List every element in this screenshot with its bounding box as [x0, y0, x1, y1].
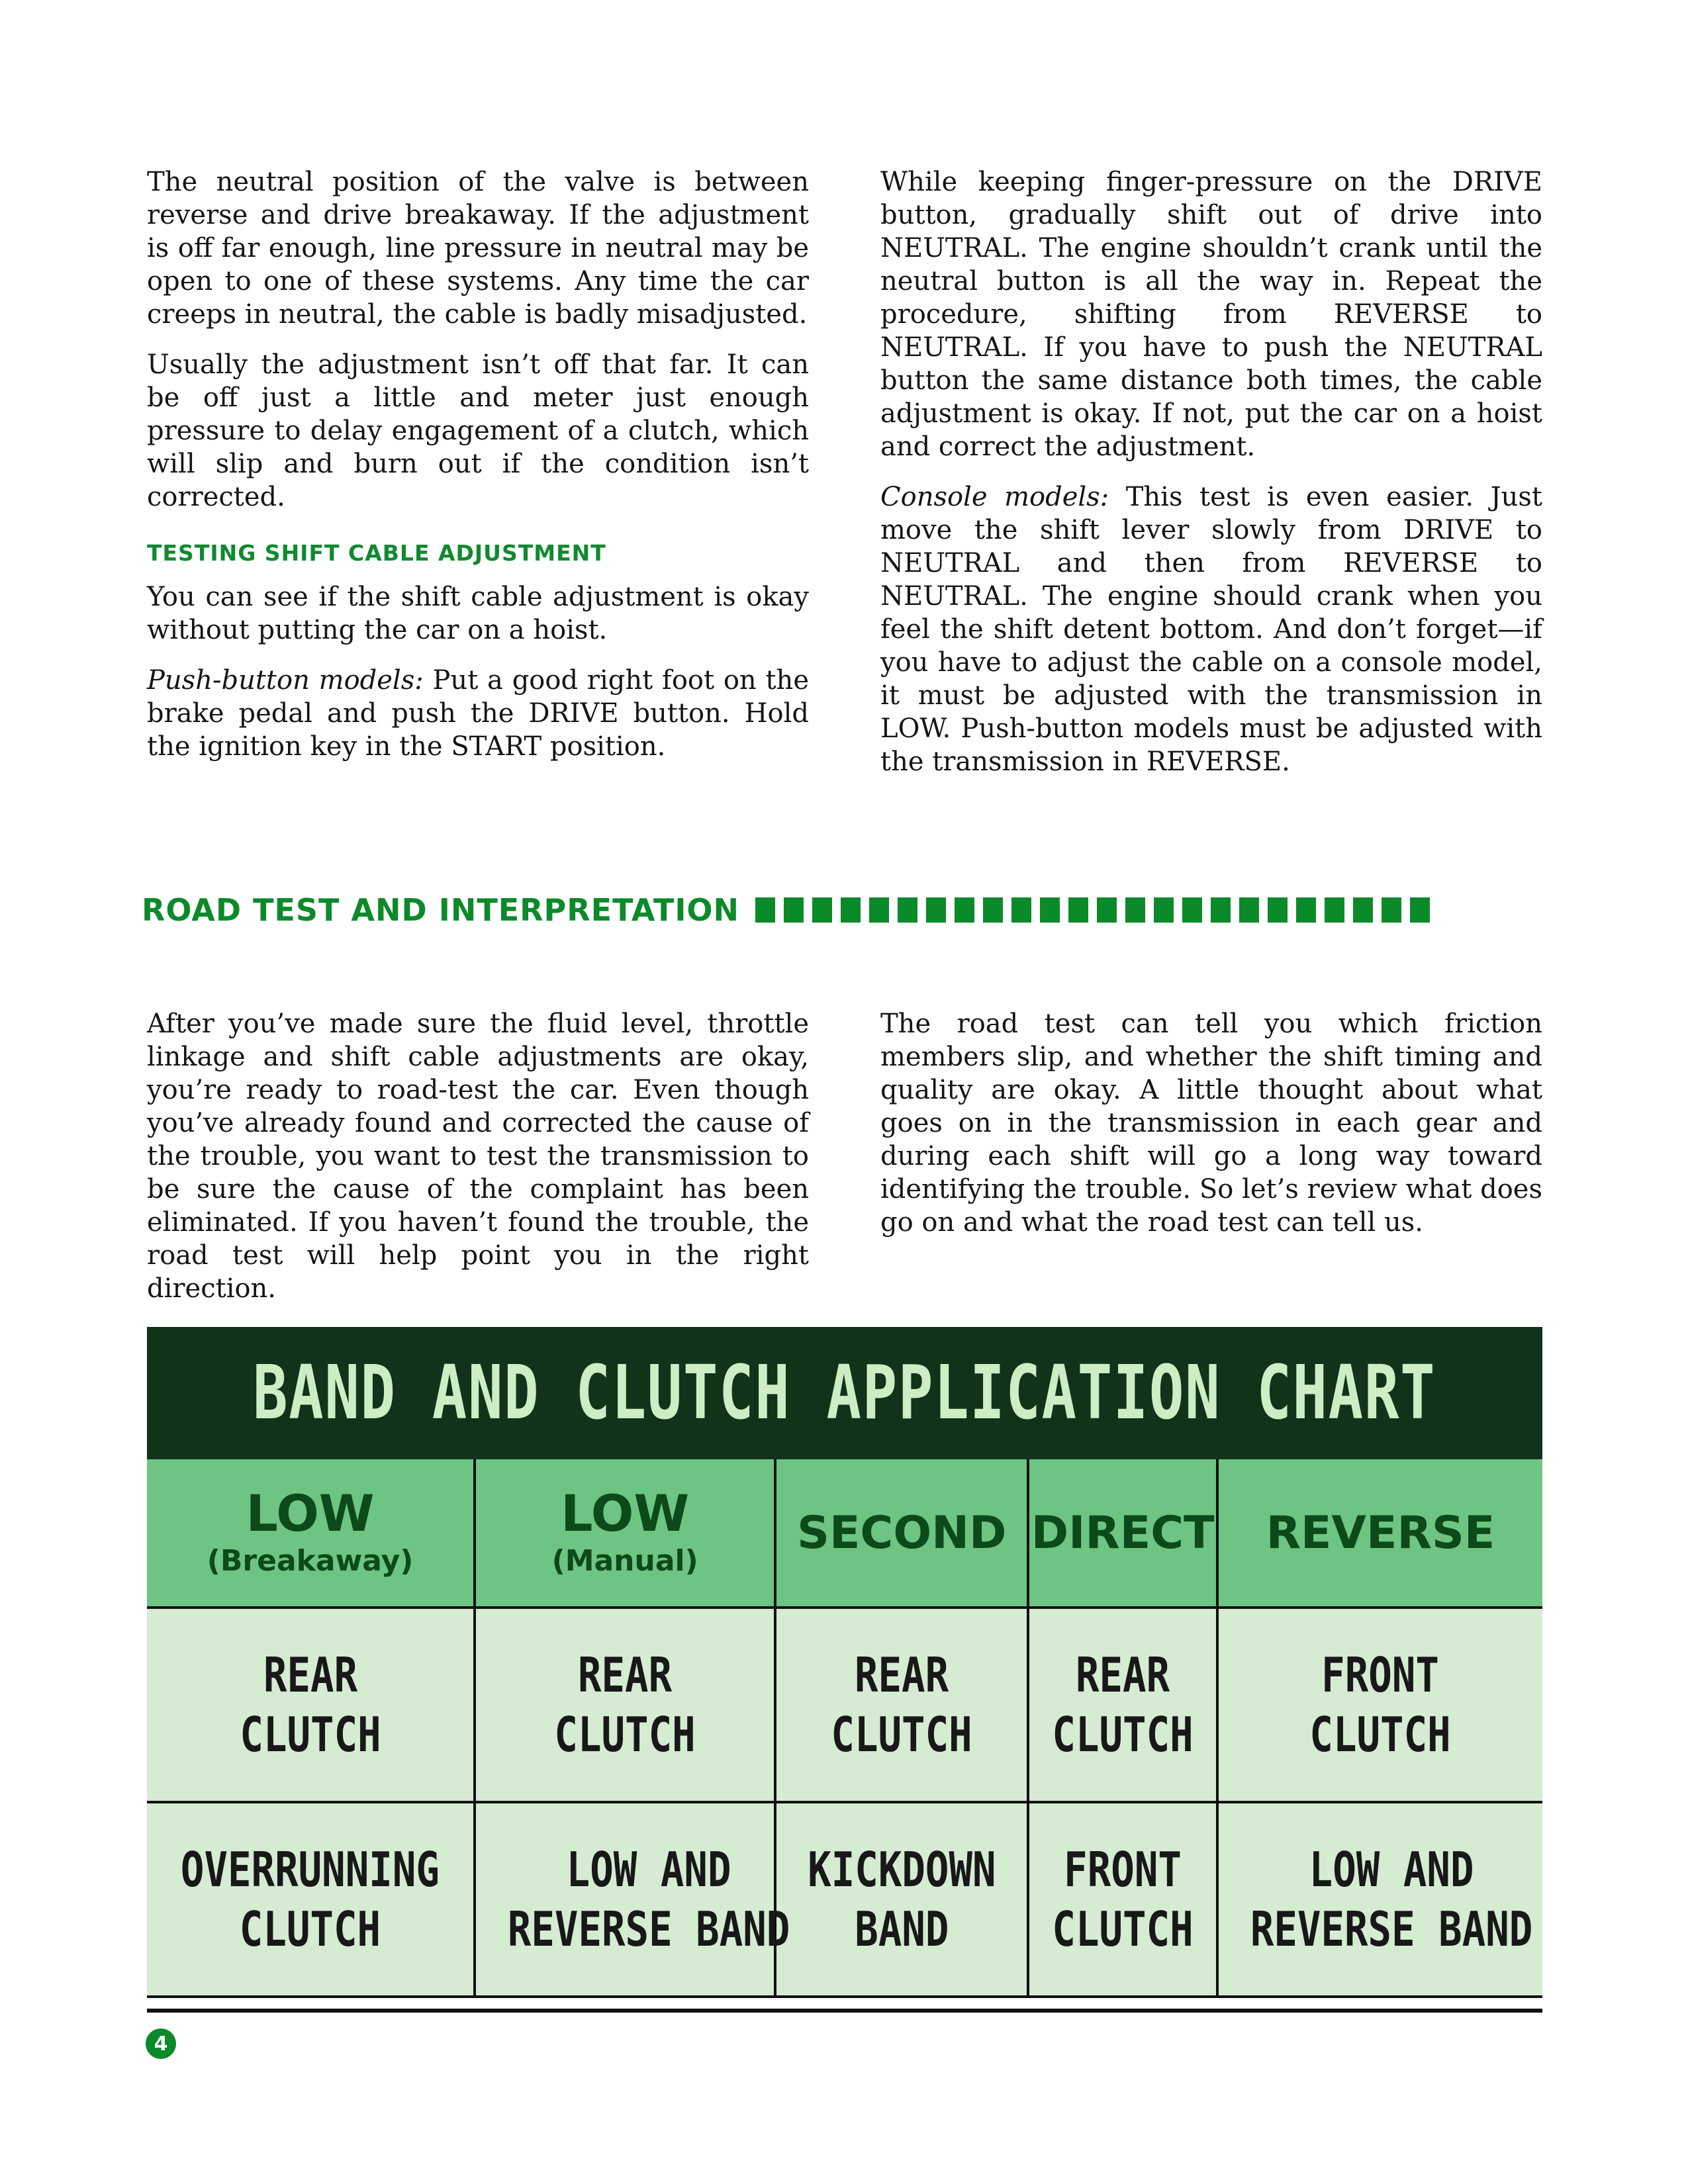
- banner-square: [1097, 897, 1117, 923]
- banner-square: [1382, 897, 1401, 923]
- section-title: ROAD TEST AND INTERPRETATION: [142, 892, 740, 928]
- banner-square: [1182, 897, 1202, 923]
- section-banner: [142, 890, 1532, 930]
- banner-decoration: [755, 897, 1430, 923]
- paragraph: While keeping finger-pressure on the DRIVE button, gradually shift out of drive into NEUTRAL. The engine shouldn’t crank until the neutral button is all the way in. Repeat the procedure, shifting from REVERSE to NEUTRAL. If you have to push the NEUTRAL button the same distance both times, the cable adjustment is okay. If not, put the car on a hoist and correct the adjustment.: [880, 167, 1542, 462]
- banner-square: [926, 897, 946, 923]
- paragraph: Usually the adjustment isn’t off that far. It can be off just a little and meter just enough pressure to delay engagement of a clutch, which will slip and burn out if the condition isn’t corrected.: [147, 349, 809, 512]
- paragraph-lead: Console models:: [880, 482, 1109, 512]
- chart-title-bar: [147, 1327, 1542, 1459]
- cell-line: CLUTCH: [831, 1707, 972, 1762]
- cell-line: LOW AND: [566, 1842, 731, 1897]
- cell-line: CLUTCH: [239, 1707, 381, 1762]
- banner-square: [1125, 897, 1145, 923]
- banner-square: [869, 897, 889, 923]
- gear-name: LOW: [246, 1484, 375, 1543]
- table-cell: [1028, 1608, 1217, 1802]
- cell-line: LOW AND: [1309, 1842, 1474, 1897]
- left-column-bottom: [147, 1007, 809, 1322]
- paragraph: You can see if the shift cable adjustment is okay without putting the car on a hoist.: [147, 582, 809, 645]
- cell-line: CLUTCH: [1309, 1707, 1452, 1762]
- gear-subtitle: (Breakaway): [207, 1544, 414, 1578]
- banner-square: [1239, 897, 1259, 923]
- paragraph: The neutral position of the valve is between reverse and drive breakaway. If the adjustment is off far enough, line pressure in neutral may be open to one of these systems. Any time the car creeps in neutral, the cable is badly misadjusted.: [147, 167, 809, 330]
- page-number-badge: 4: [146, 2028, 176, 2059]
- column-header: [475, 1459, 775, 1608]
- chart-title: BAND AND CLUTCH APPLICATION CHART: [253, 1350, 1436, 1436]
- cell-line: REAR: [1076, 1647, 1170, 1703]
- cell-line: CLUTCH: [1052, 1901, 1194, 1957]
- gear-name: SECOND: [797, 1506, 1007, 1559]
- banner-square: [1353, 897, 1373, 923]
- banner-square: [898, 897, 917, 923]
- cell-line: BAND: [855, 1901, 949, 1957]
- table-row: [147, 1608, 1542, 1802]
- table-cell: [475, 1608, 775, 1802]
- paragraph: After you’ve made sure the fluid level, throttle linkage and shift cable adjustments are okay, you’re ready to road-test the car. Even though you’ve already found and corrected the cause of the trouble, you want to test the transmission to be sure the cause of the complaint has been eliminated. If you haven’t found the trouble, the road test will help point you in the right direction.: [147, 1009, 809, 1304]
- banner-square: [784, 897, 804, 923]
- table-cell: [775, 1608, 1028, 1802]
- banner-square: [1154, 897, 1174, 923]
- paragraph-lead: Push-button models:: [147, 665, 424, 696]
- right-column-top: [880, 165, 1542, 796]
- gear-name: REVERSE: [1266, 1506, 1495, 1559]
- banner-square: [1068, 897, 1088, 923]
- column-header: [147, 1459, 475, 1608]
- banner-square: [812, 897, 832, 923]
- banner-square: [841, 897, 861, 923]
- table-cell: [1217, 1608, 1542, 1802]
- cell-line: FRONT: [1064, 1842, 1182, 1897]
- header-row: [147, 1459, 1542, 1608]
- table-cell: [147, 1802, 475, 1997]
- cell-line: CLUTCH: [239, 1901, 381, 1957]
- banner-square: [1296, 897, 1316, 923]
- banner-square: [1410, 897, 1430, 923]
- column-header: [1217, 1459, 1542, 1608]
- banner-square: [955, 897, 974, 923]
- paragraph: The road test can tell you which friction members slip, and whether the shift timing and quality are okay. A little thought about what goes on in the transmission in each gear and during each shift will go a long way toward identifying the trouble. So let’s review what does go on and what the road test can tell us.: [880, 1009, 1542, 1238]
- gear-name: DIRECT: [1031, 1506, 1215, 1559]
- cell-line: FRONT: [1321, 1647, 1440, 1703]
- gear-name: LOW: [561, 1484, 690, 1543]
- table-cell: [1217, 1802, 1542, 1997]
- banner-square: [983, 897, 1003, 923]
- table-row: [147, 1802, 1542, 1997]
- table-cell: [147, 1608, 475, 1802]
- cell-line: OVERRUNNING: [181, 1842, 440, 1897]
- cell-line: CLUTCH: [554, 1707, 696, 1762]
- cell-line: REAR: [263, 1647, 357, 1703]
- cell-line: REAR: [578, 1647, 673, 1703]
- paragraph-body: This test is even easier. Just move the shift lever slowly from DRIVE to NEUTRAL and then from REVERSE to NEUTRAL. The engine should crank when you feel the shift detent bottom. And don’t forget—if you have to adjust the cable on a console model, it must be adjusted with the transmission in LOW. Push-button models must be adjusted with the transmission in REVERSE.: [880, 482, 1542, 777]
- left-column-top: [147, 165, 809, 780]
- banner-square: [1040, 897, 1060, 923]
- table-cell: [1028, 1802, 1217, 1997]
- column-header: [1028, 1459, 1217, 1608]
- cell-line: REAR: [855, 1647, 949, 1703]
- banner-square: [1325, 897, 1344, 923]
- banner-square: [1268, 897, 1288, 923]
- column-header: [775, 1459, 1028, 1608]
- right-column-bottom: [880, 1007, 1542, 1256]
- application-chart: [147, 1327, 1542, 2013]
- table-cell: [475, 1802, 790, 1997]
- gear-subtitle: (Manual): [551, 1544, 698, 1578]
- cell-line: KICKDOWN: [808, 1842, 996, 1897]
- banner-square: [1211, 897, 1231, 923]
- chart-table: [147, 1459, 1542, 1998]
- paragraph-body: Put a good right foot on the brake pedal and push the DRIVE button. Hold the ignition key in the START position.: [147, 665, 809, 762]
- banner-square: [755, 897, 775, 923]
- cell-line: REVERSE BAND: [507, 1901, 790, 1957]
- paragraph: [880, 480, 1542, 778]
- paragraph: [147, 664, 809, 763]
- table-cell: [775, 1802, 1028, 1997]
- subheading: TESTING SHIFT CABLE ADJUSTMENT: [147, 540, 606, 566]
- banner-square: [1011, 897, 1031, 923]
- cell-line: REVERSE BAND: [1250, 1901, 1533, 1957]
- cell-line: CLUTCH: [1052, 1707, 1194, 1762]
